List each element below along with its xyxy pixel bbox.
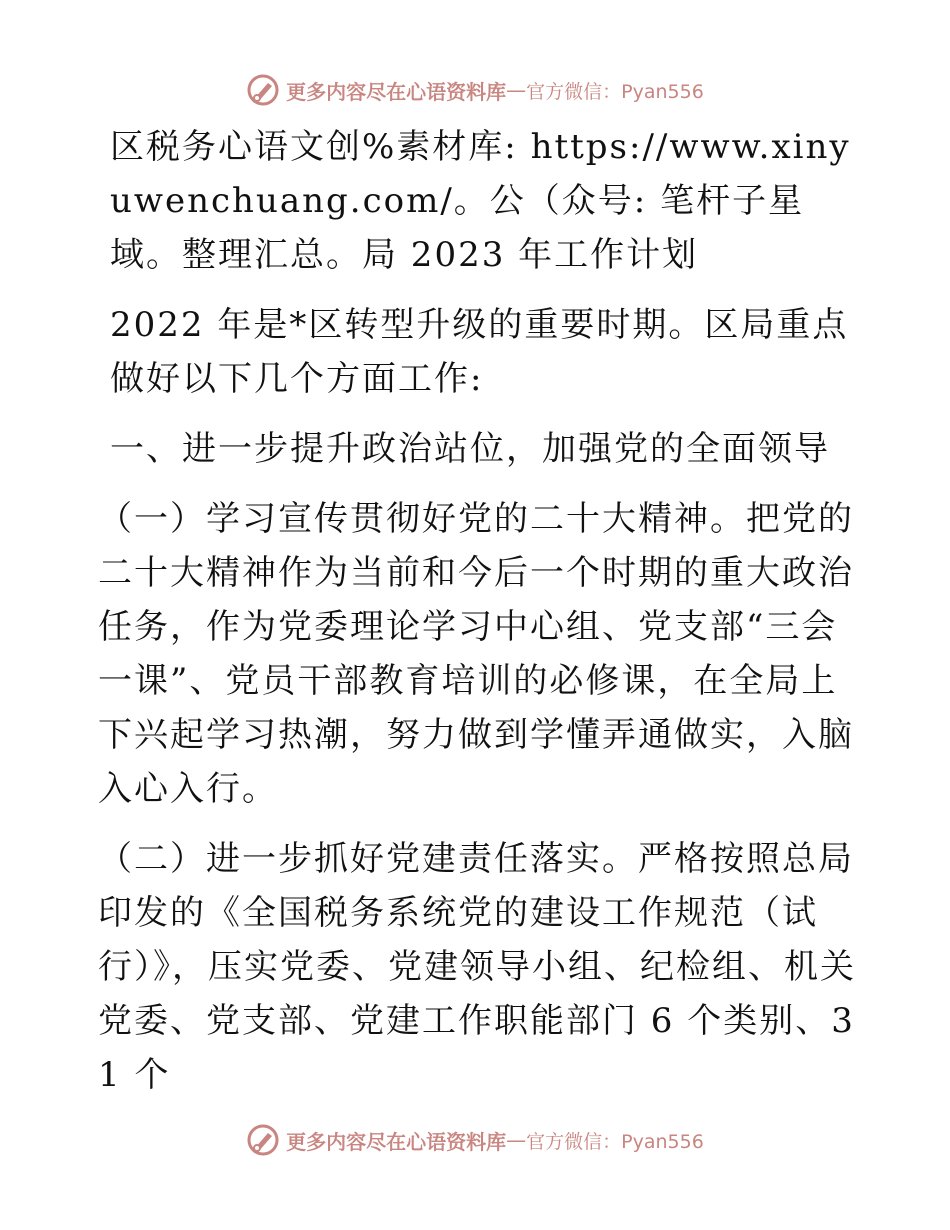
watermark-text: 更多内容尽在心语资料库 [286, 79, 507, 104]
watermark-banner-bottom [0, 1120, 950, 1160]
watermark-text: 更多内容尽在心语资料库 [286, 1129, 507, 1154]
document-title: 区税务心语文创%素材库: https://www.xinyuwenchuang.com/。公（众号: 笔杆子星域。整理汇总。局 2023 年工作计划 [110, 127, 851, 275]
pen-logo-icon [246, 1123, 280, 1157]
intro-paragraph: 2022 年是*区转型升级的重要时期。区局重点做好以下几个方面工作: [110, 305, 849, 399]
pen-logo-icon [246, 73, 280, 107]
watermark-wechat: 官方微信：Pyan556 [526, 80, 704, 103]
section-heading-1: 一、进一步提升政治站位，加强党的全面领导 [110, 429, 830, 469]
watermark-separator: — [506, 78, 527, 102]
watermark-wechat: 官方微信：Pyan556 [526, 1130, 704, 1153]
watermark-separator: — [506, 1128, 527, 1152]
document-body [98, 120, 858, 1118]
watermark-banner-top [0, 70, 950, 110]
item-paragraph-1: （一）学习宣传贯彻好党的二十大精神。把党的二十大精神作为当前和今后一个时期的重大政治任务，作为党委理论学习中心组、党支部“三会一课”、党员干部教育培训的必修课，在全局上下兴起学习热潮，努力做到学懂弄通做实，入脑入心入行。 [98, 499, 854, 809]
item-paragraph-2: （二）进一步抓好党建责任落实。严格按照总局印发的《全国税务系统党的建设工作规范（试行）》，压实党委、党建领导小组、纪检组、机关党委、党支部、党建工作职能部门 6 个类别、31 个 [98, 839, 856, 1095]
